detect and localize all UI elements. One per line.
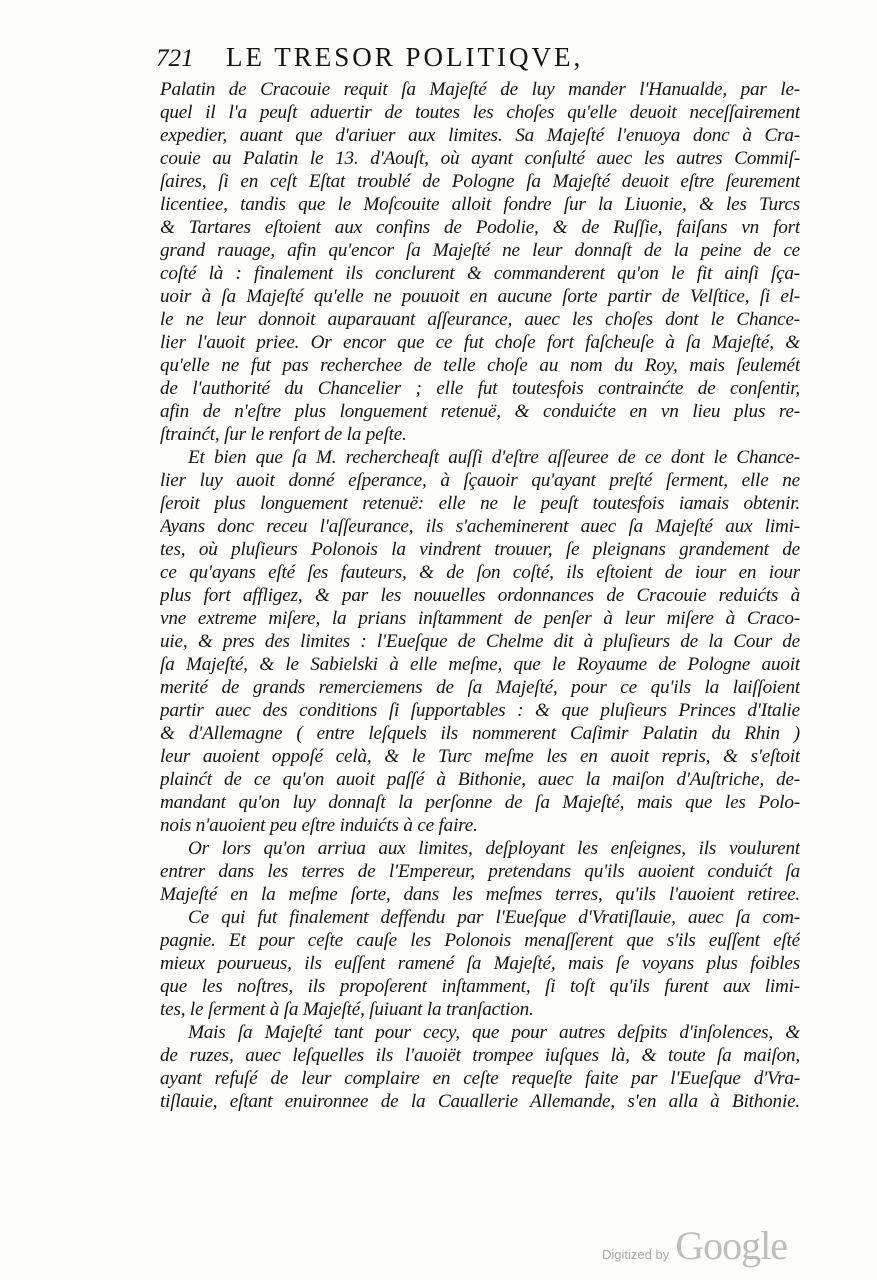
text-line: ſa Majeſté, & le Sabielski à elle meſme, que le Royaume de Pologne auoit xyxy=(160,654,800,675)
text-line: ſaires, ſi en ceſt Eſtat troublé de Pologne ſa Majeſté deuoit eſtre ſeurement xyxy=(160,171,800,192)
text-line: grand rauage, afin qu'encor ſa Majeſté ne leur donnaſt de la peine de ce xyxy=(160,240,800,261)
text-line: que les noſtres, ils propoſerent inſtamment, ſi toſt qu'ils furent aux limi- xyxy=(160,976,800,997)
text-line: ayant refuſé de leur complaire en ceſte requeſte faite par l'Eueſque d'Vra- xyxy=(160,1068,800,1089)
text-line: tes, le ſerment à ſa Majeſté, ſuiuant la tranſaction. xyxy=(160,999,534,1020)
text-line: lier luy auoit donné eſperance, à ſçauoir qu'ayant preſté ſerment, elle ne xyxy=(160,470,800,491)
text-line: de ruzes, auec leſquelles ils l'auoiët trompee iuſques là, & toute ſa maiſon, xyxy=(160,1045,800,1066)
text-line: coſté là : finalement ils conclurent & commanderent qu'on le fit ainſi ſça- xyxy=(160,263,800,284)
text-line: mieux pourueus, ils euſſent ramené ſa Majeſté, mais ſe voyans plus foibles xyxy=(160,953,800,974)
running-title: LE TRESOR POLITIQVE, xyxy=(226,42,584,72)
text-line: le ne leur donnoit auparauant aſſeurance, auec les choſes dont le Chance- xyxy=(160,309,800,330)
text-line: ſtrainćt, ſur le renfort de la peſte. xyxy=(160,424,407,445)
text-line: tes, où pluſieurs Polonois la vindrent trouuer, ſe pleignans grandement de xyxy=(160,539,800,560)
paragraph-start-line: Ce qui fut finalement deffendu par l'Eueſque d'Vratiſlauie, auec ſa com- xyxy=(188,907,800,928)
text-line: leur auoient oppoſé celà, & le Turc meſme les en auoit repris, & s'eſtoit xyxy=(160,746,800,767)
text-line: vne extreme miſere, la prians inſtamment de penſer à leur miſere à Craco- xyxy=(160,608,800,629)
digitized-watermark xyxy=(602,1222,787,1269)
text-line: qu'elle ne fut pas recherchee de telle choſe au nom du Roy, mais ſeulemét xyxy=(160,355,800,376)
text-line: Majeſté en la meſme ſorte, dans les meſmes terres, qu'ils l'auoient retiree. xyxy=(160,884,800,905)
text-line: nois n'auoient peu eſtre induićts à ce faire. xyxy=(160,815,478,836)
paragraph-start-line: Mais ſa Majeſté tant pour cecy, que pour autres deſpits d'inſolences, & xyxy=(188,1022,800,1043)
text-line: ſeroit plus longuement retenuë: elle ne le peuſt toutesfois iamais obtenir. xyxy=(160,493,800,514)
text-line: entrer dans les terres de l'Empereur, pretendans qu'ils auoient conduićt ſa xyxy=(160,861,800,882)
text-line: couie au Palatin le 13. d'Aouſt, où ayant conſulté auec les autres Commiſ- xyxy=(160,148,800,169)
text-line: de l'authorité du Chancelier ; elle fut toutesfois contrainćte de conſentir, xyxy=(160,378,800,399)
watermark-prefix: Digitized by xyxy=(602,1247,670,1262)
text-line: ce qu'ayans eſté ſes fauteurs, & de ſon coſté, ils eſtoient de iour en iour xyxy=(160,562,800,583)
text-line: merité de grands remerciemens de ſa Majeſté, pour ce qu'ils la laiſſoient xyxy=(160,677,800,698)
text-line: plus fort affligez, & par les nouuelles ordonnances de Cracouie reduićts à xyxy=(160,585,800,606)
text-line: Palatin de Cracouie requit ſa Majeſté de luy mander l'Hanualde, par le- xyxy=(160,79,800,100)
text-line: afin de n'eſtre plus longuement retenuë, & conduićte en vn lieu plus re- xyxy=(160,401,800,422)
text-line: lier l'auoit priee. Or encor que ce fut choſe fort faſcheuſe à ſa Majeſté, & xyxy=(160,332,800,353)
text-line: uie, & pres des limites : l'Eueſque de Chelme dit à pluſieurs de la Cour de xyxy=(160,631,800,652)
text-line: plainćt de ce qu'on auoit paſſé à Bithonie, auec la maiſon d'Auſtriche, de- xyxy=(160,769,800,790)
text-line: pagnie. Et pour ceſte cauſe les Polonois menaſſerent que s'ils euſſent eſté xyxy=(160,930,800,951)
text-line: mandant qu'on luy donnaſt la perſonne de ſa Majeſté, mais que les Polo- xyxy=(160,792,800,813)
text-line: & d'Allemagne ( entre leſquels ils nommerent Caſimir Palatin du Rhin ) xyxy=(160,723,800,744)
body-text xyxy=(160,78,800,1113)
paragraph-start-line: Or lors qu'on arriua aux limites, deſployant les enſeignes, ils voulurent xyxy=(188,838,800,859)
text-line: tiſlauie, eſtant enuironnee de la Cauallerie Allemande, s'en alla à Bithonie. xyxy=(160,1091,800,1112)
text-line: licentiee, tandis que le Moſcouite alloit fondre ſur la Liuonie, & les Turcs xyxy=(160,194,800,215)
text-line: partir auec des conditions ſi ſupportables : & que pluſieurs Princes d'Italie xyxy=(160,700,800,721)
text-line: expedier, auant que d'ariuer aux limites. Sa Majeſté l'enuoya donc à Cra- xyxy=(160,125,800,146)
page-header xyxy=(156,42,676,76)
page-number: 721 xyxy=(156,45,194,72)
text-line: uoir à ſa Majeſté qu'elle ne pouuoit en aucune ſorte partir de Velſtice, ſi el- xyxy=(160,286,800,307)
paragraph-start-line: Et bien que ſa M. rechercheaſt auſſi d'eſtre aſſeuree de ce dont le Chance- xyxy=(188,447,800,468)
google-logo: Google xyxy=(675,1223,787,1268)
text-line: & Tartares eſtoient aux confins de Podolie, & de Ruſſie, faiſans vn fort xyxy=(160,217,800,238)
text-line: quel il l'a peuſt aduertir de toutes les choſes qu'elle deuoit neceſſairement xyxy=(160,102,800,123)
text-line: Ayans donc receu l'aſſeurance, ils s'acheminerent auec ſa Majeſté aux limi- xyxy=(160,516,800,537)
